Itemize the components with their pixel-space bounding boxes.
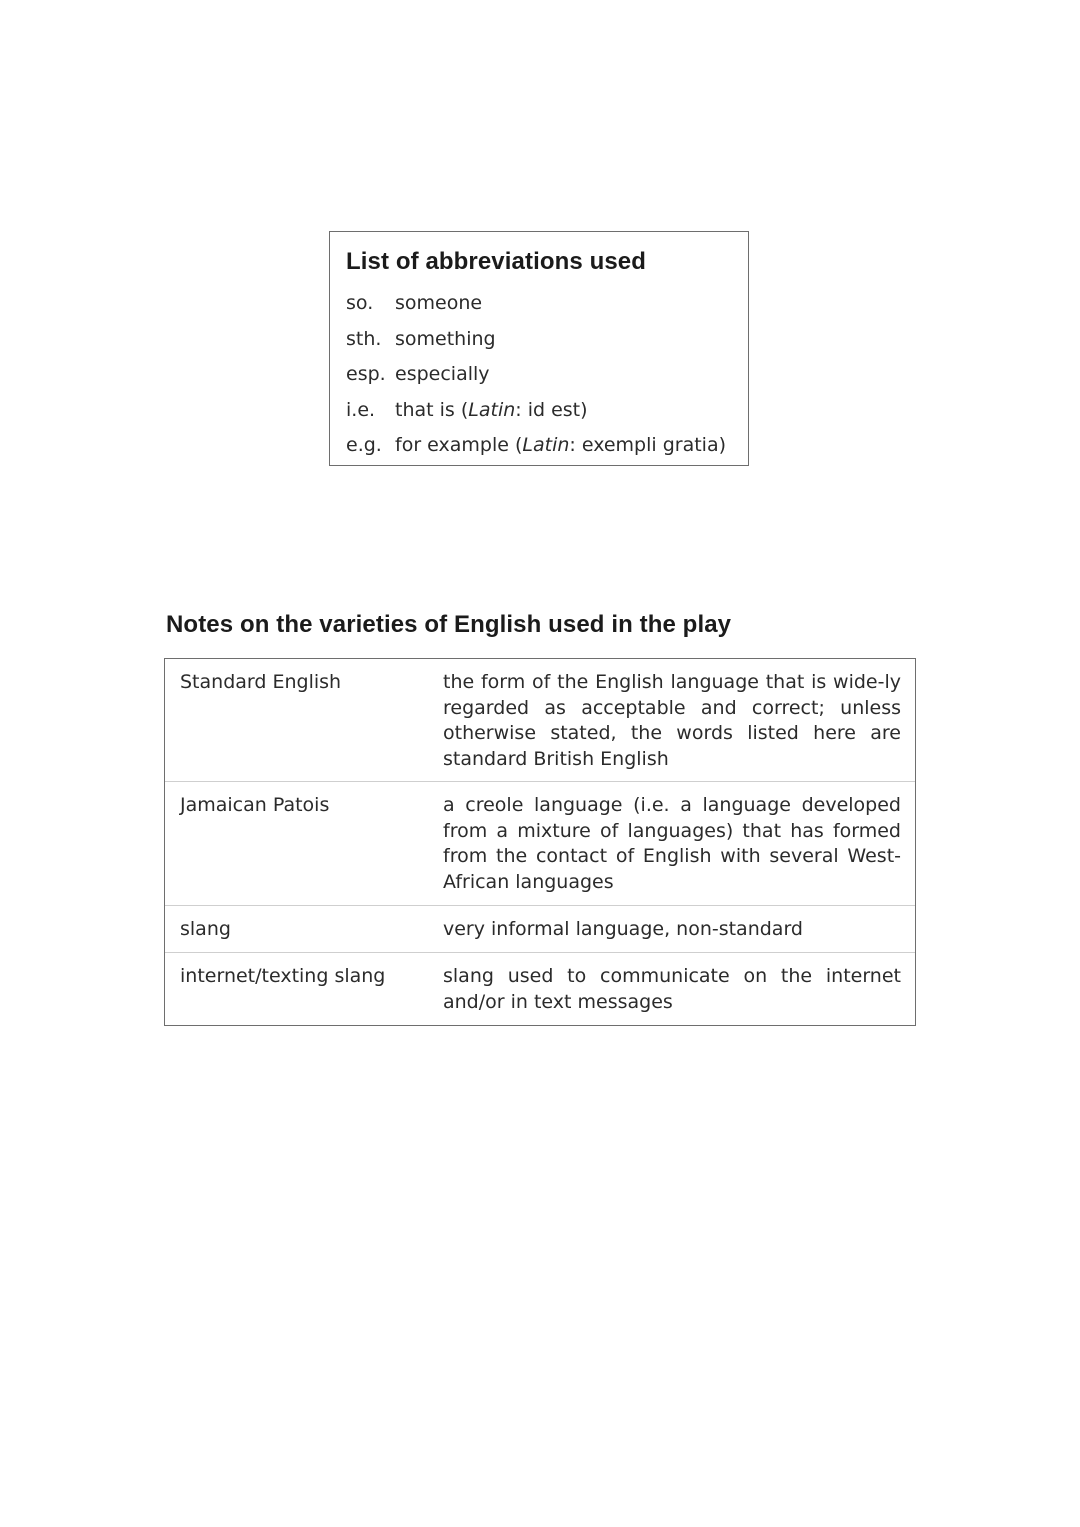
variety-description: slang used to communicate on the internet and/or in text messages [443, 965, 901, 1013]
abbreviation-definition: especially [395, 363, 490, 385]
abbreviation-term: e.g. [346, 434, 382, 456]
abbreviation-definition [395, 393, 588, 429]
latin-term: : id est) [515, 398, 588, 421]
latin-label: Latin [522, 434, 570, 456]
definition-text: that is ( [395, 398, 469, 421]
definition-text: for example ( [395, 434, 523, 456]
abbreviation-item [346, 393, 732, 429]
abbreviation-definition: someone [395, 292, 483, 314]
table-row [165, 953, 915, 1025]
variety-term: Standard English [180, 671, 342, 693]
latin-term: : exempli gratia) [569, 434, 727, 456]
abbreviation-definition [395, 428, 726, 464]
abbreviations-box [329, 231, 749, 466]
varieties-table [164, 658, 916, 1026]
abbreviations-title: List of abbreviations used [346, 248, 646, 275]
table-row [165, 906, 915, 953]
abbreviation-item [346, 322, 732, 358]
variety-term: slang [180, 918, 231, 940]
variety-term: internet/texting slang [180, 965, 386, 987]
abbreviation-item [346, 286, 732, 322]
abbreviation-term: i.e. [346, 398, 376, 421]
abbreviation-definition: something [395, 327, 496, 350]
abbreviation-term: so. [346, 292, 374, 314]
variety-description: very informal language, non-standard [443, 918, 803, 940]
table-row [165, 659, 915, 782]
latin-label: Latin [468, 398, 516, 421]
variety-term: Jamaican Patois [180, 794, 330, 816]
abbreviation-item [346, 428, 732, 464]
abbreviation-term: sth. [346, 327, 382, 350]
abbreviation-item [346, 357, 732, 393]
table-row [165, 782, 915, 906]
variety-description: a creole language (i.e. a language developed from a mixture of languages) that has formed from the contact of English with several West-African languages [443, 794, 901, 893]
variety-description: the form of the English language that is wide-ly regarded as acceptable and correct; unless otherwise stated, the words listed here are standard British English [443, 671, 901, 770]
abbreviation-term: esp. [346, 363, 386, 385]
notes-title: Notes on the varieties of English used in the play [166, 611, 732, 638]
